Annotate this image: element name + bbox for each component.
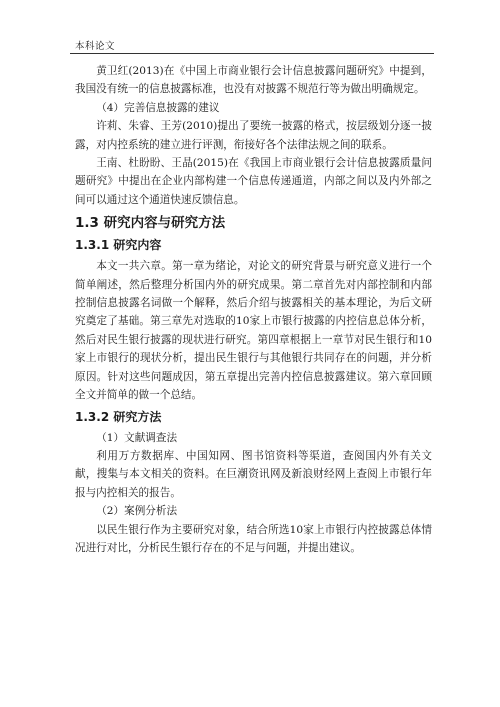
section-heading-1-3-1: 1.3.1 研究内容 [75,238,162,253]
paragraph-huang: 黄卫红(2013)在《中国上市商业银行会计信息披露问题研究》中提到，我国没有统一的信息披露标准，也没有对披露不规范行等为做出明确规定。 [75,65,432,96]
section-heading-1-3: 1.3 研究内容与研究方法 [75,215,226,232]
list-item-method-1: （1）文献调查法 [96,431,178,444]
section-heading-1-3-2: 1.3.2 研究方法 [75,409,162,424]
paragraph-content: 本文一共六章。第一章为绪论，对论文的研究背景与研究意义进行一个简单阐述，然后整理分析国内外的研究成果。第二章首先对内部控制和内部控制信息披露名词做一个解释，然后介绍与披露相关的基本理论，为后文研究奠定了基础。第三章先对选取的10家上市银行披露的内控信息总体分析，然后对民生银行披露的现状进行研究。第四章根据上一章节对民生银行和10家上市银行的现状分析，提出民生银行与其他银行共同存在的问题，并分析原因。针对这些问题成因，第五章提出完善内控信息披露建议。第六章回顾全文并简单的做一个总结。 [75,260,432,402]
paragraph-method-1: 利用万方数据库、中国知网、图书馆资料等渠道，查阅国内外有关文献，搜集与本文相关的资料。在巨潮资讯网及新浪财经网上查阅上市银行年报与内控相关的报告。 [75,449,432,499]
running-header: 本科论文 [75,41,116,52]
paragraph-wang: 王南、杜盼盼、王晶(2015)在《我国上市商业银行会计信息披露质量问题研究》中提出在企业内部构建一个信息传递通道，内部之间以及内外部之间可以通过这个通道快速反馈信息。 [75,157,432,206]
page-body [75,62,432,557]
paragraph-method-2: 以民生银行作为主要研究对象，结合所选10家上市银行内控披露总体情况进行对比，分析民生银行存在的不足与问题，并提出建议。 [75,523,432,554]
paragraph-xu: 许莉、朱睿、王芳(2010)提出了要统一披露的格式，按层级划分逐一披露，对内控系统的建立进行评测，衔接好各个法律法规之间的联系。 [75,120,432,151]
header-rule [70,53,434,54]
list-item-4: （4）完善信息披露的建议 [96,101,220,114]
list-item-method-2: （2）案例分析法 [96,505,178,518]
